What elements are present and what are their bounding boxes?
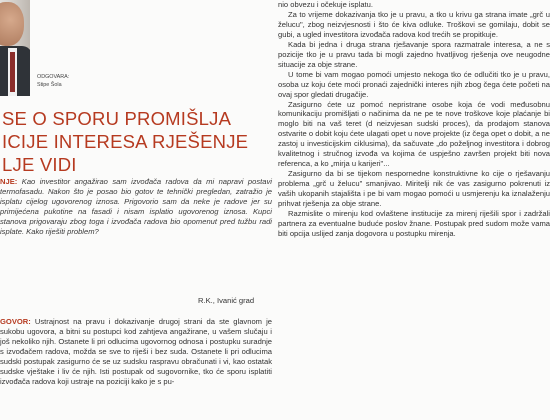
author-caption-label: ODGOVARA: (37, 74, 70, 80)
article-headline: SE O SPORU PROMIŠLJA ICIJE INTERESA RJEŠENJE LJE VIDI (2, 108, 249, 175)
right-paragraph-3: U tome bi vam mogao pomoći umjesto nekoga tko će odlučiti tko je u pravu, osoba uz koju ćete moći pronaći zajednički interes njih zbog čega ćete početi na ovaj spor gledati drugačije. (278, 69, 550, 99)
answer-left-column (0, 317, 272, 387)
question-label: NJE: (0, 177, 18, 186)
answer-label: GOVOR: (0, 317, 31, 326)
author-caption-name: Stipe Šola (37, 82, 62, 88)
right-paragraph-5: Zasigurno da bi se tijekom nespornedne konstruktivne ko cije o rješavanju problema „grč u želucu" smanjivao. Miritelji nik će vas zasigurno pokrenuti iz vaših ukopanih stajališta i pe bi vam mogao pomoći u usmjerenju ka iznalaženju prihvat rješenja za obje strane. (278, 169, 550, 209)
right-paragraph-0: nio obvezu i očekuje isplatu. (278, 0, 373, 9)
right-paragraph-6: Razmislite o mirenju kod ovlaštene institucije za mirenj riješili spor i zadržali partnera za eventualne buduće poslov žnane. Postupak pred sudom može vama biti opcija uslijed zanja dogovora u postupku mirenja. (278, 209, 550, 238)
author-face (0, 2, 24, 46)
author-tie (10, 52, 15, 92)
question-paragraph (0, 177, 272, 237)
left-column (0, 177, 272, 237)
right-paragraph-2: Kada bi jedna i druga strana rješavanje spora razmatrale interesa, a ne s pozicije tko je u pravu tada bi mogli zajedno hvatljivog rješenja ove neugodne situacije za obje strane. (278, 39, 550, 69)
right-paragraph-1: Za to vrijeme dokazivanja tko je u pravu, a tko u krivu ga strana imate „grč u želucu", zbog neizvjesnosti i što će kiva odluke. Troškovi se gomilaju, dobit se gubi, a ugled investitora izvođača radova kod trećih se propitkuje. (278, 9, 550, 39)
right-paragraph-4: Zasigurno ćete uz pomoć nepristrane osobe koja će vodi međusobnu komunikaciju promišljati o načinima da ne pe te nove troškove koje plaćanje bi moglo biti na vaš teret (d neizvjesan sudski proces), da prodajom stanova ostvarite o dobit koju ćete ulagati opet u nove projekte (iz čega opet o dobit, a ne zastoj u investicijskim ciklusima), da sačuvate „do poželjnog investitora i dobrog kvalitetnog i stručnog izvođa va kojima će uspješno završen projekt biti nova referenca, a ko „mirja u karijeri"... (278, 99, 550, 169)
right-column (278, 0, 550, 239)
author-photo (0, 0, 30, 96)
answer-paragraph (0, 317, 272, 387)
question-text: Kao investitor angažirao sam izvođača radova da mi napravi postavi termofasadu. Nakon što je posao bio gotov te tehnički pregledan, zatražio je isplatu cijelog ugovorenog iznosa. Prigovorio sam da neke je radove jer su primijećena pukotine na fasadi i nisam isplatio ugovorenog iznosa. Kupci stanova prigovaraju zbog toga i izvođača radova bio opomenut pred tužbu radi isplate. Kako riješiti problem? (0, 177, 272, 236)
answer-text: Ustrajnost na pravu i dokazivanje drugoj strani da ste glavnom je sukobu ugovora, a bitni su postupci kod zahtjeva angažirane, u vašem slučaju i još nekoliko njih. Ostanete li pri odlucima ugovornog odnosa i postupku suradnje s izvođačem radova, možda se sve to riješi i bez suda. Ostanete li pri odlucima sudski postupak zasigurno će se uz sudsku raspravu obračunati i vi, kao ostatak sudske vještake i liv će njih. Isti postupak od sugovornike, tko će sporu isplatiti izvođača radova koji ustraje na poziciji kako je s pu- (0, 317, 272, 386)
author-caption (37, 73, 69, 89)
reader-signature: R.K., Ivanić grad (198, 296, 255, 305)
